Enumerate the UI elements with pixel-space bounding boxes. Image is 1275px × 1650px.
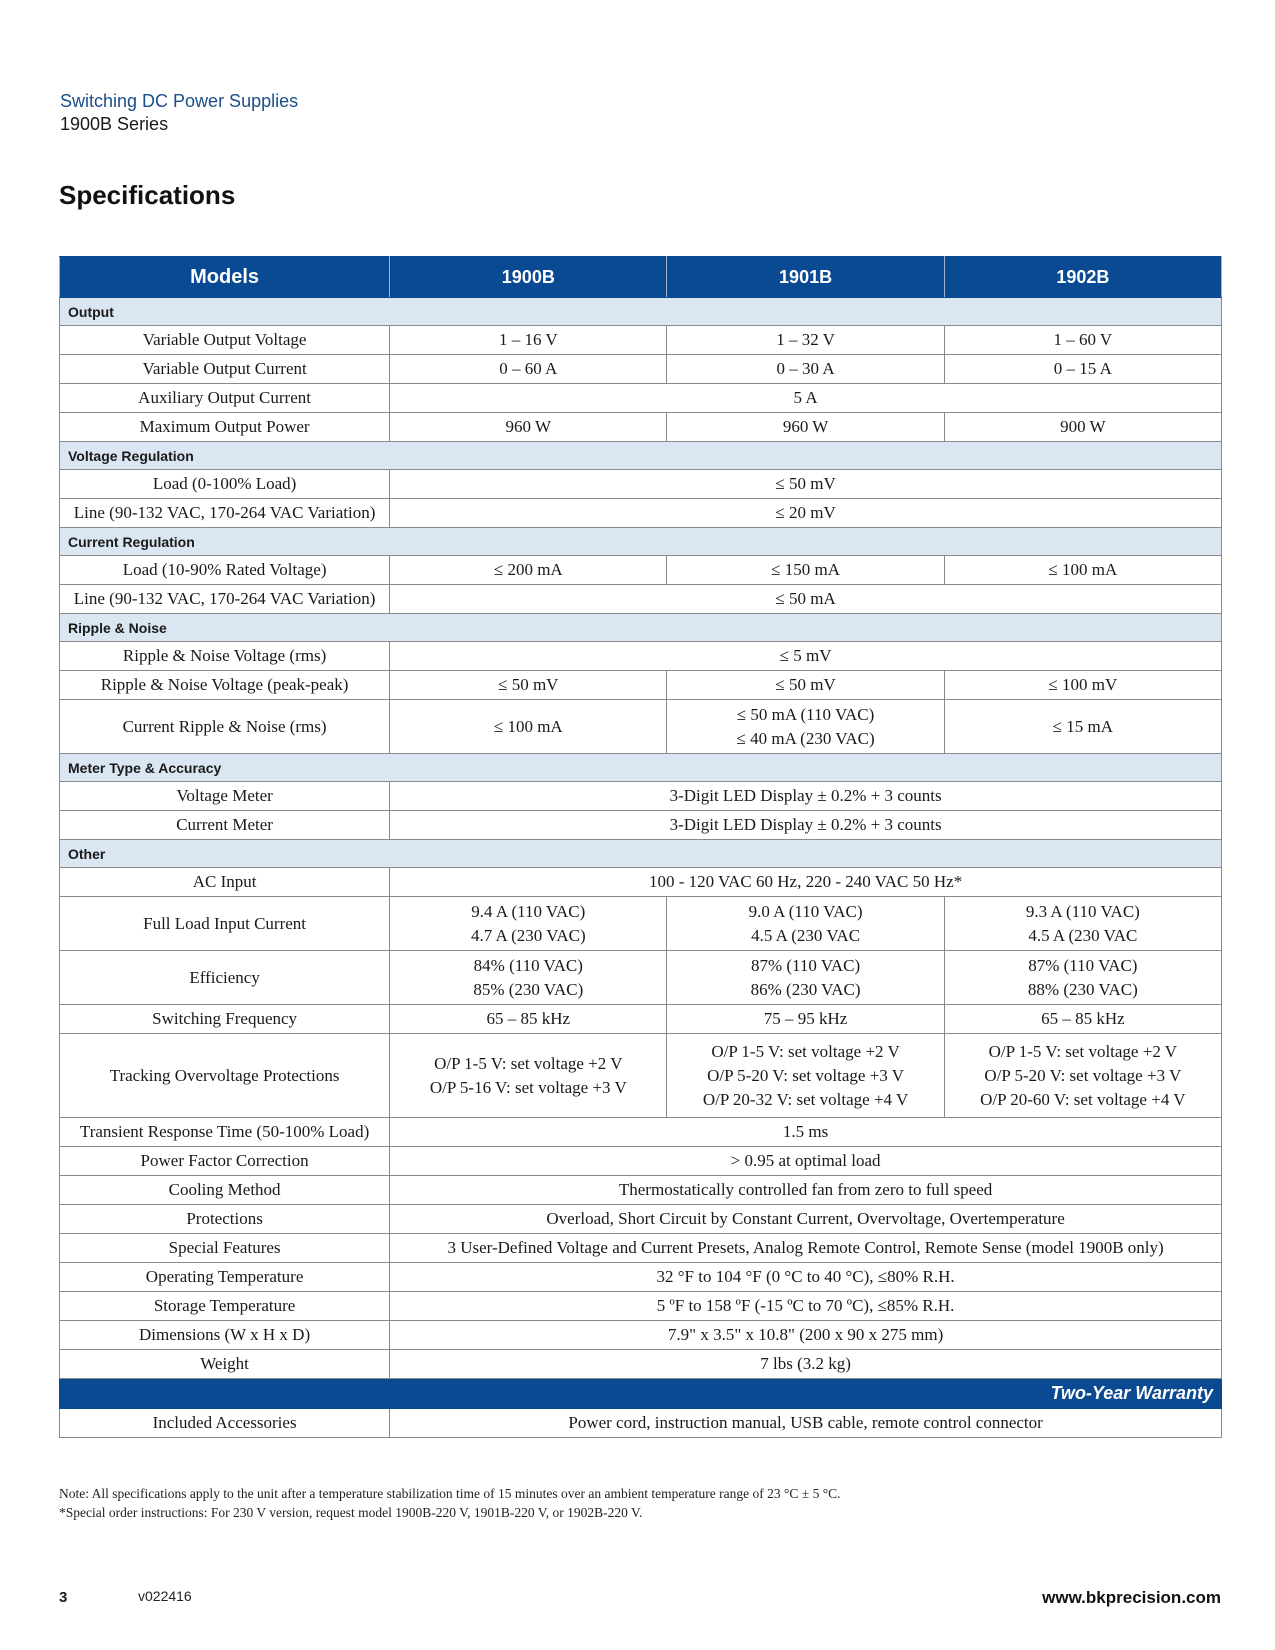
cell-all-models: 1.5 ms [390, 1118, 1222, 1147]
cell-1900b: ≤ 100 mA [390, 700, 667, 754]
cell-line: ≤ 40 mA (230 VAC) [736, 728, 875, 748]
row-label: Weight [60, 1350, 390, 1379]
cell-line: 4.7 A (230 VAC) [470, 925, 586, 945]
column-header-1901b: 1901B [667, 257, 944, 298]
cell-line: 4.5 A (230 VAC [1028, 925, 1138, 945]
row-label: Special Features [60, 1234, 390, 1263]
row-label: Maximum Output Power [60, 413, 390, 442]
cell-line: 9.4 A (110 VAC) [471, 901, 586, 921]
column-header-models: Models [60, 257, 390, 298]
table-row [60, 642, 1222, 671]
row-label: Switching Frequency [60, 1005, 390, 1034]
table-row [60, 1147, 1222, 1176]
cell-all-models: > 0.95 at optimal load [390, 1147, 1222, 1176]
warranty-label: Two-Year Warranty [60, 1379, 1222, 1409]
row-label: Current Ripple & Noise (rms) [60, 700, 390, 754]
cell-1901b: 1 – 32 V [667, 326, 944, 355]
page-title: Specifications [59, 180, 236, 210]
table-row [60, 1409, 1222, 1438]
section-ripple-noise [60, 614, 1222, 642]
table-row [60, 355, 1222, 384]
table-row [60, 384, 1222, 413]
row-label: Line (90-132 VAC, 170-264 VAC Variation) [60, 585, 390, 614]
table-row [60, 1005, 1222, 1034]
row-label: Variable Output Voltage [60, 326, 390, 355]
table-row [60, 499, 1222, 528]
cell-1900b [390, 1034, 667, 1118]
section-label: Output [60, 298, 1222, 326]
cell-all-models: 3-Digit LED Display ± 0.2% + 3 counts [390, 811, 1222, 840]
row-label: Load (10-90% Rated Voltage) [60, 556, 390, 585]
section-label: Current Regulation [60, 528, 1222, 556]
row-label: Protections [60, 1205, 390, 1234]
cell-1901b: 75 – 95 kHz [667, 1005, 944, 1034]
table-row [60, 470, 1222, 499]
row-label: Dimensions (W x H x D) [60, 1321, 390, 1350]
cell-line: 87% (110 VAC) [1028, 955, 1138, 975]
cell-line: 84% (110 VAC) [473, 955, 583, 975]
row-label: Storage Temperature [60, 1292, 390, 1321]
cell-all-models: 5 A [390, 384, 1222, 413]
cell-1901b: 0 – 30 A [667, 355, 944, 384]
temperature-note: Note: All specifications apply to the unit after a temperature stabilization time of 15 minutes over an ambient temperature range of 23 °C ± 5 °C. [59, 1486, 841, 1501]
cell-all-models: ≤ 50 mV [390, 470, 1222, 499]
row-label: Ripple & Noise Voltage (rms) [60, 642, 390, 671]
cell-1901b [667, 897, 944, 951]
warranty-banner [60, 1379, 1222, 1409]
cell-1902b [944, 897, 1221, 951]
website-link[interactable]: www.bkprecision.com [1042, 1588, 1221, 1607]
table-header-row [60, 257, 1222, 298]
cell-all-models: 100 - 120 VAC 60 Hz, 220 - 240 VAC 50 Hz* [390, 868, 1222, 897]
cell-1900b [390, 897, 667, 951]
cell-all-models: 7 lbs (3.2 kg) [390, 1350, 1222, 1379]
table-row [60, 671, 1222, 700]
page-number: 3 [59, 1589, 68, 1606]
cell-all-models: 3-Digit LED Display ± 0.2% + 3 counts [390, 782, 1222, 811]
table-row [60, 1350, 1222, 1379]
table-row [60, 1234, 1222, 1263]
table-row [60, 1321, 1222, 1350]
section-current-regulation [60, 528, 1222, 556]
cell-1902b: 1 – 60 V [944, 326, 1221, 355]
cell-1900b: ≤ 50 mV [390, 671, 667, 700]
section-label: Other [60, 840, 1222, 868]
cell-1901b [667, 1034, 944, 1118]
column-header-1902b: 1902B [944, 257, 1221, 298]
row-label: Ripple & Noise Voltage (peak-peak) [60, 671, 390, 700]
cell-line: O/P 5-16 V: set voltage +3 V [429, 1077, 627, 1097]
cell-line: 88% (230 VAC) [1027, 979, 1138, 999]
cell-line: 85% (230 VAC) [473, 979, 584, 999]
document-version: v022416 [138, 1588, 192, 1604]
cell-1900b: ≤ 200 mA [390, 556, 667, 585]
row-label: Load (0-100% Load) [60, 470, 390, 499]
product-series: 1900B Series [60, 114, 169, 134]
table-row [60, 1263, 1222, 1292]
table-row [60, 585, 1222, 614]
section-voltage-regulation [60, 442, 1222, 470]
table-row [60, 782, 1222, 811]
cell-all-models: 3 User-Defined Voltage and Current Presets, Analog Remote Control, Remote Sense (model 1900B only) [390, 1234, 1222, 1263]
cell-line: O/P 1-5 V: set voltage +2 V [711, 1041, 900, 1061]
cell-1901b: ≤ 150 mA [667, 556, 944, 585]
table-row [60, 1176, 1222, 1205]
cell-1902b: 0 – 15 A [944, 355, 1221, 384]
cell-line: O/P 20-32 V: set voltage +4 V [702, 1089, 909, 1109]
row-label: Line (90-132 VAC, 170-264 VAC Variation) [60, 499, 390, 528]
cell-line: O/P 20-60 V: set voltage +4 V [980, 1089, 1186, 1109]
cell-line: O/P 5-20 V: set voltage +3 V [984, 1065, 1182, 1085]
row-label: Included Accessories [60, 1409, 390, 1438]
table-row [60, 1034, 1222, 1118]
row-label: Auxiliary Output Current [60, 384, 390, 413]
cell-all-models: ≤ 5 mV [390, 642, 1222, 671]
section-other [60, 840, 1222, 868]
table-row [60, 897, 1222, 951]
cell-all-models: ≤ 50 mA [390, 585, 1222, 614]
table-row [60, 1292, 1222, 1321]
table-row [60, 1205, 1222, 1234]
cell-all-models: ≤ 20 mV [390, 499, 1222, 528]
section-meter [60, 754, 1222, 782]
section-label: Voltage Regulation [60, 442, 1222, 470]
cell-1902b: 65 – 85 kHz [944, 1005, 1221, 1034]
cell-1900b: 0 – 60 A [390, 355, 667, 384]
cell-all-models: Overload, Short Circuit by Constant Current, Overvoltage, Overtemperature [390, 1205, 1222, 1234]
cell-1900b: 65 – 85 kHz [390, 1005, 667, 1034]
row-label: Power Factor Correction [60, 1147, 390, 1176]
cell-all-models: 7.9" x 3.5" x 10.8" (200 x 90 x 275 mm) [390, 1321, 1222, 1350]
table-row [60, 556, 1222, 585]
table-row [60, 1118, 1222, 1147]
cell-1900b: 1 – 16 V [390, 326, 667, 355]
row-label: Cooling Method [60, 1176, 390, 1205]
cell-1902b [944, 1034, 1221, 1118]
cell-1902b: ≤ 100 mV [944, 671, 1221, 700]
table-row [60, 700, 1222, 754]
footnotes [59, 1484, 840, 1522]
cell-line: 9.3 A (110 VAC) [1025, 901, 1140, 921]
cell-1901b [667, 700, 944, 754]
cell-1901b [667, 951, 944, 1005]
cell-line: 4.5 A (230 VAC [751, 925, 861, 945]
cell-1902b [944, 951, 1221, 1005]
table-row [60, 326, 1222, 355]
row-label: AC Input [60, 868, 390, 897]
row-label: Current Meter [60, 811, 390, 840]
table-row [60, 868, 1222, 897]
cell-all-models: Power cord, instruction manual, USB cable, remote control connector [390, 1409, 1222, 1438]
table-row [60, 951, 1222, 1005]
row-label: Full Load Input Current [60, 897, 390, 951]
row-label: Voltage Meter [60, 782, 390, 811]
table-row [60, 811, 1222, 840]
cell-1900b: 960 W [390, 413, 667, 442]
cell-1902b: 900 W [944, 413, 1221, 442]
cell-1901b: ≤ 50 mV [667, 671, 944, 700]
cell-1901b: 960 W [667, 413, 944, 442]
cell-line: O/P 1-5 V: set voltage +2 V [988, 1041, 1178, 1061]
cell-line: 9.0 A (110 VAC) [748, 901, 863, 921]
cell-1900b [390, 951, 667, 1005]
section-label: Meter Type & Accuracy [60, 754, 1222, 782]
cell-line: 86% (230 VAC) [750, 979, 861, 999]
cell-line: ≤ 50 mA (110 VAC) [736, 704, 875, 724]
section-output [60, 298, 1222, 326]
cell-all-models: Thermostatically controlled fan from zero to full speed [390, 1176, 1222, 1205]
specifications-table [59, 256, 1222, 1438]
cell-line: O/P 5-20 V: set voltage +3 V [707, 1065, 905, 1085]
cell-1902b: ≤ 100 mA [944, 556, 1221, 585]
cell-line: 87% (110 VAC) [750, 955, 861, 975]
section-label: Ripple & Noise [60, 614, 1222, 642]
row-label: Transient Response Time (50-100% Load) [60, 1118, 390, 1147]
cell-line: O/P 1-5 V: set voltage +2 V [434, 1053, 623, 1073]
row-label: Variable Output Current [60, 355, 390, 384]
row-label: Operating Temperature [60, 1263, 390, 1292]
table-row [60, 413, 1222, 442]
row-label: Efficiency [60, 951, 390, 1005]
special-order-note: *Special order instructions: For 230 V version, request model 1900B-220 V, 1901B-220 V, or 1902B-220 V. [59, 1505, 643, 1520]
column-header-1900b: 1900B [390, 257, 667, 298]
cell-1902b: ≤ 15 mA [944, 700, 1221, 754]
row-label: Tracking Overvoltage Protections [60, 1034, 390, 1118]
cell-all-models: 5 ºF to 158 ºF (-15 ºC to 70 ºC), ≤85% R.H. [390, 1292, 1222, 1321]
document-category: Switching DC Power Supplies [60, 91, 299, 111]
cell-all-models: 32 °F to 104 °F (0 °C to 40 °C), ≤80% R.H. [390, 1263, 1222, 1292]
